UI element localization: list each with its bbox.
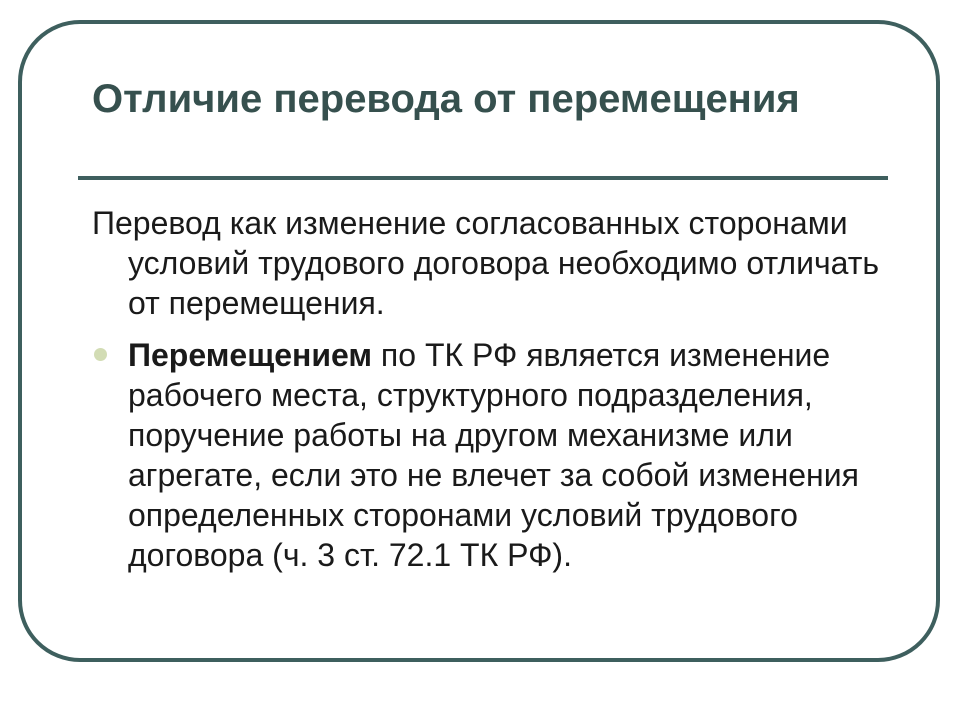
slide-title: Отличие перевода от перемещения [92, 77, 800, 121]
bullet-item [128, 335, 892, 575]
bullet-term: Перемещением [128, 337, 373, 373]
intro-paragraph: Перевод как изменение согласованных сторонами условий трудового договора необходимо отличать от перемещения. [92, 205, 880, 321]
title-underline [78, 176, 888, 180]
slide-body [92, 203, 892, 575]
bullet-dot-icon [94, 348, 107, 361]
bullet-text: по ТК РФ является изменение рабочего места, структурного подразделения, поручение работы на другом механизме или агрегате, если это не влечет за собой изменения определенных сторонами условий трудового договора (ч. 3 ст. 72.1 ТК РФ). [128, 337, 859, 573]
